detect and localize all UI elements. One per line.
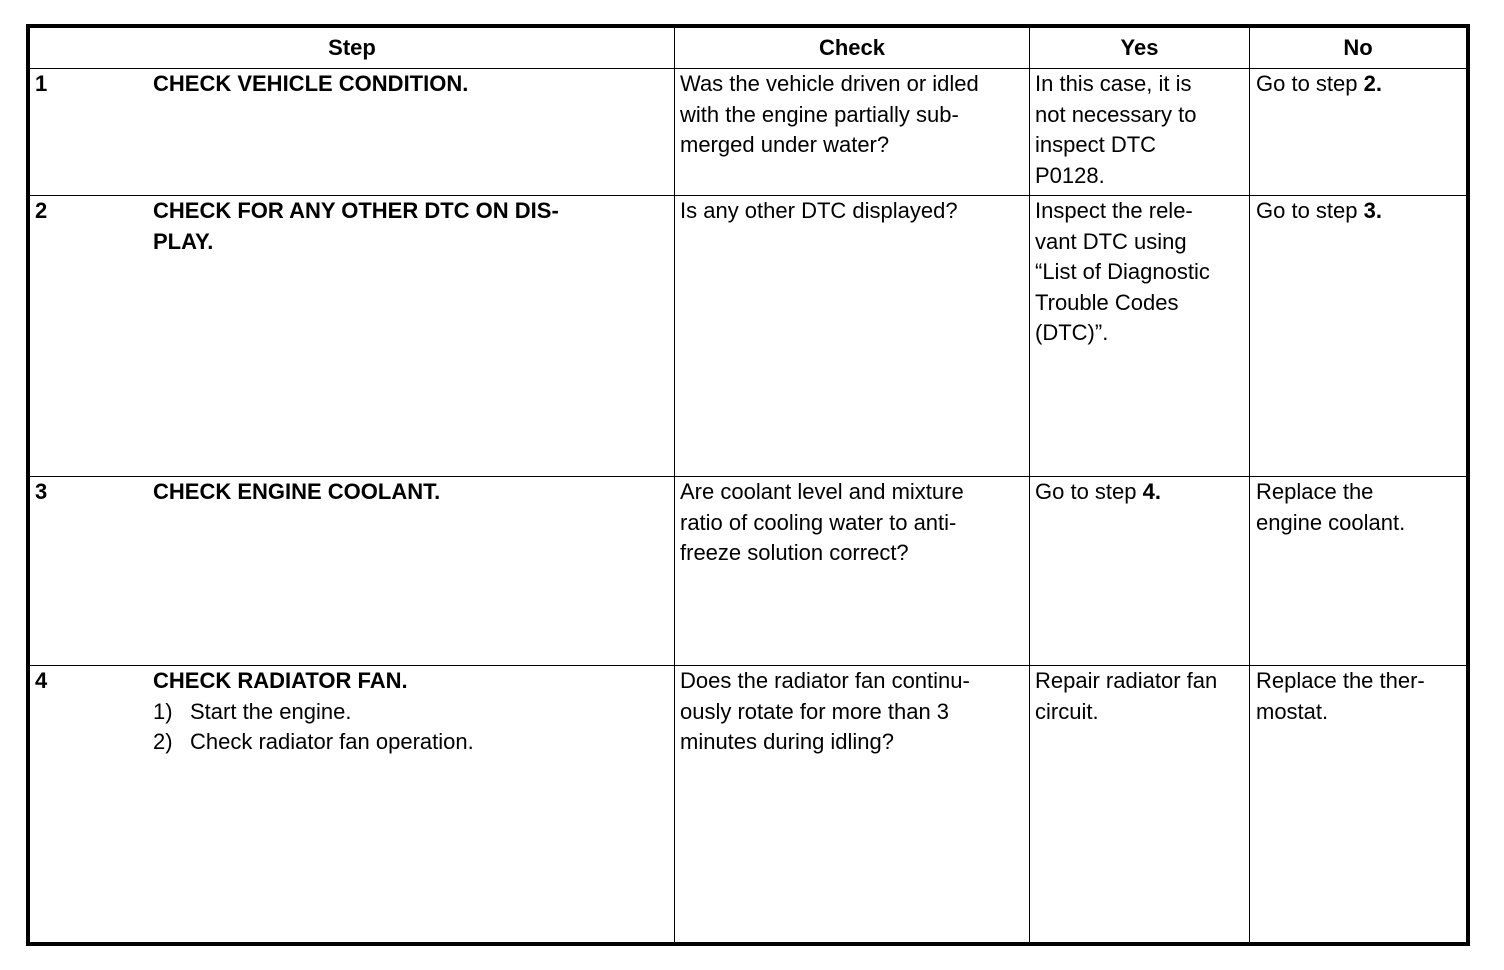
yes-line: not necessary to	[1035, 101, 1197, 127]
yes-cell	[1030, 196, 1250, 477]
step-title: CHECK VEHICLE CONDITION.	[153, 71, 469, 96]
diagnostic-table-frame	[26, 24, 1470, 946]
yes-line: “List of Diagnostic	[1035, 259, 1210, 284]
check-cell	[675, 196, 1030, 477]
header-no: No	[1250, 28, 1467, 69]
yes-line: P0128.	[1035, 162, 1105, 188]
check-line: merged under water?	[680, 132, 890, 157]
substep-number: 2)	[153, 729, 173, 754]
yes-step-ref: 4.	[1142, 479, 1161, 504]
check-cell	[675, 69, 1030, 196]
check-line: Was the vehicle driven or idled	[680, 71, 979, 96]
check-line: Does the radiator fan continu-	[680, 668, 970, 693]
yes-cell	[1030, 69, 1250, 196]
step-cell	[30, 477, 675, 666]
check-line: Is any other DTC displayed?	[680, 198, 958, 223]
header-yes: Yes	[1030, 28, 1250, 69]
table-row	[30, 69, 1467, 196]
yes-line: Repair radiator fan	[1035, 668, 1218, 693]
yes-line: In this case, it is	[1035, 71, 1192, 96]
substep	[153, 697, 634, 728]
no-cell	[1250, 666, 1467, 943]
header-check: Check	[675, 28, 1030, 69]
table-row	[30, 196, 1467, 477]
no-cell	[1250, 69, 1467, 196]
yes-text: Go to step	[1035, 479, 1143, 504]
check-line: ously rotate for more than 3	[680, 698, 950, 724]
step-title-line: CHECK FOR ANY OTHER DTC ON DIS-	[153, 198, 559, 223]
header-row	[30, 28, 1467, 69]
no-step-ref: 3.	[1363, 198, 1382, 223]
step-cell	[30, 69, 675, 196]
yes-line: inspect DTC	[1035, 132, 1157, 157]
check-cell	[675, 477, 1030, 666]
diagnostic-table	[29, 27, 1467, 943]
no-line: Replace the	[1256, 479, 1374, 504]
step-title: CHECK ENGINE COOLANT.	[153, 479, 441, 504]
yes-line: (DTC)”.	[1035, 320, 1109, 345]
substep-number: 1)	[153, 698, 173, 724]
no-text: Go to step	[1256, 198, 1364, 223]
substep-text: Check radiator fan operation.	[190, 729, 474, 754]
header-step: Step	[30, 28, 675, 69]
no-text: Go to step	[1256, 71, 1364, 96]
no-line: Replace the ther-	[1256, 668, 1425, 693]
table-row	[30, 666, 1467, 943]
yes-cell	[1030, 477, 1250, 666]
step-title: CHECK RADIATOR FAN.	[153, 668, 408, 693]
check-line: ratio of cooling water to anti-	[680, 509, 957, 535]
no-cell	[1250, 477, 1467, 666]
check-line: with the engine partially sub-	[680, 101, 959, 127]
yes-line: Inspect the rele-	[1035, 198, 1193, 223]
check-line: minutes during idling?	[680, 729, 895, 754]
no-line: engine coolant.	[1256, 509, 1406, 535]
step-number: 2	[35, 198, 48, 223]
yes-line: vant DTC using	[1035, 228, 1187, 254]
check-cell	[675, 666, 1030, 943]
step-number: 1	[35, 71, 48, 96]
step-cell	[30, 196, 675, 477]
substep-text: Start the engine.	[190, 698, 352, 724]
check-line: freeze solution correct?	[680, 540, 909, 565]
no-cell	[1250, 196, 1467, 477]
table-row	[30, 477, 1467, 666]
yes-line: Trouble Codes	[1035, 289, 1179, 315]
no-step-ref: 2.	[1363, 71, 1382, 96]
yes-line: circuit.	[1035, 698, 1099, 724]
no-line: mostat.	[1256, 698, 1329, 724]
substep	[153, 727, 634, 758]
check-line: Are coolant level and mixture	[680, 479, 964, 504]
step-title-line: PLAY.	[153, 228, 214, 254]
yes-cell	[1030, 666, 1250, 943]
step-cell	[30, 666, 675, 943]
step-number: 4	[35, 668, 48, 693]
step-number: 3	[35, 479, 48, 504]
